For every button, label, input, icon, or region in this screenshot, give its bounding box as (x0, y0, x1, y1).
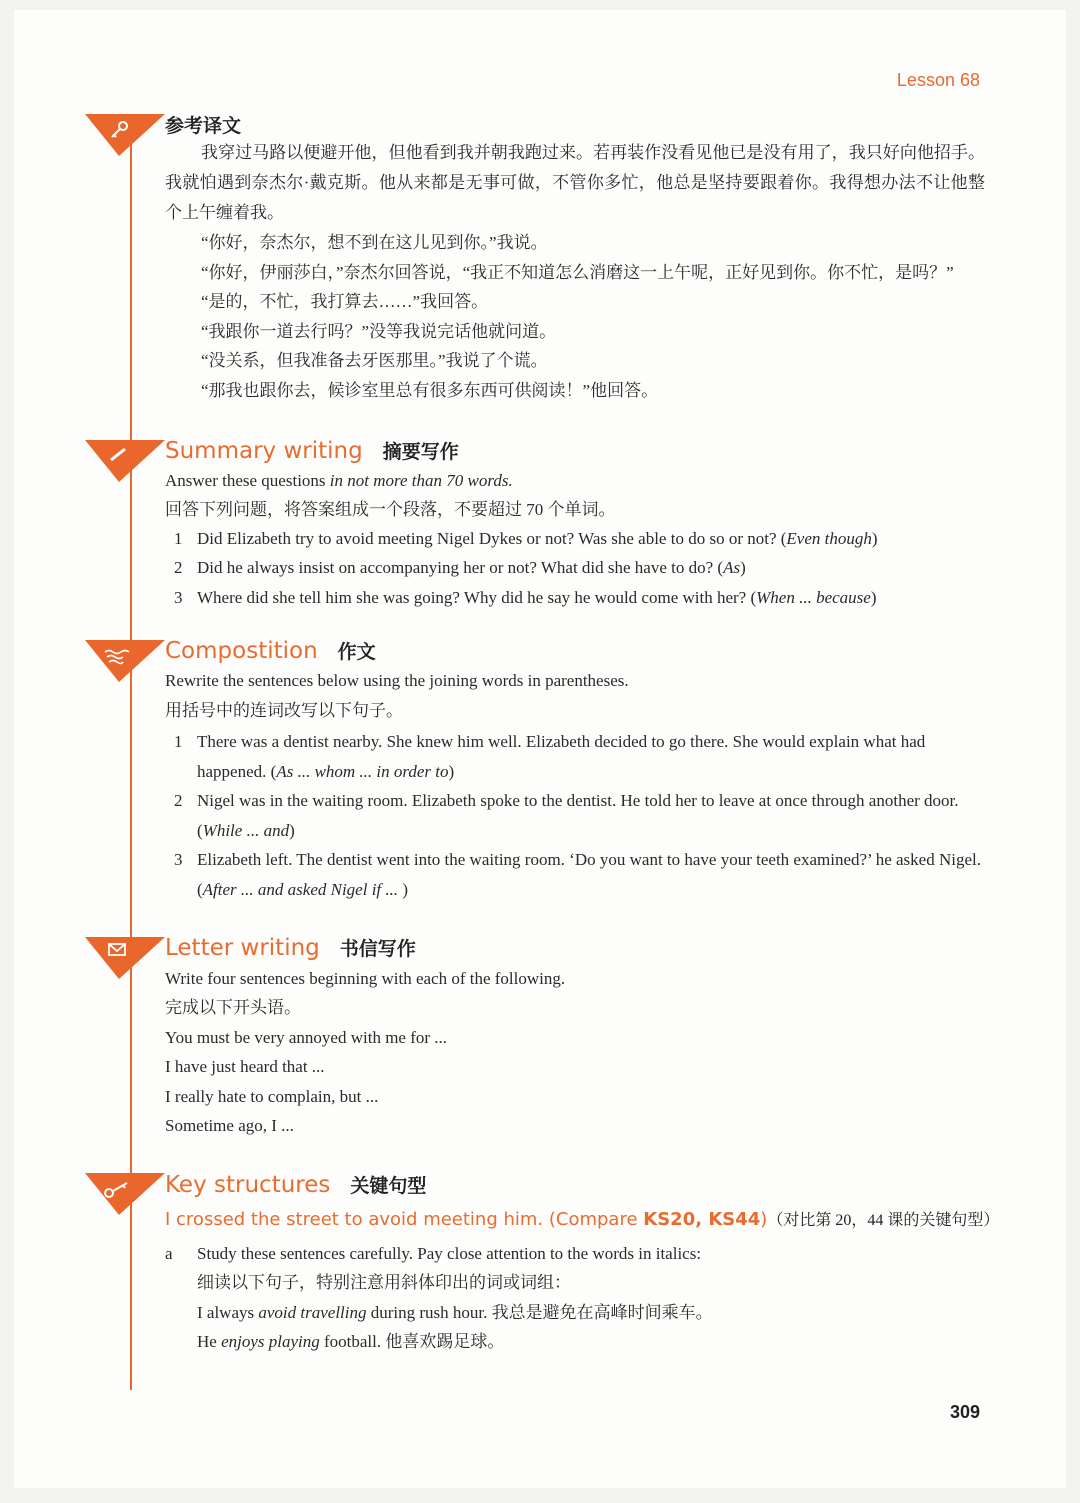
dialogue-line: “是的，不忙，我打算去……”我回答。 (201, 292, 489, 311)
exercise-number: 2 (174, 791, 183, 810)
lesson-label: Lesson 68 (896, 70, 980, 90)
letter-prompt: I have just heard that ... (165, 1057, 325, 1076)
key-structures-title: Key structures (165, 1172, 331, 1198)
dialogue-line: “你好，奈杰尔，想不到在这儿见到你。”我说。 (201, 233, 548, 252)
composition-title-zh: 作文 (337, 641, 376, 663)
summary-question: Did he always insist on accompanying her or not? What did she have to do? (As) (197, 558, 746, 577)
question-number: 2 (174, 558, 183, 577)
summary-instruction: Answer these questions in not more than 70 words. (165, 471, 513, 490)
composition-item: Elizabeth left. The dentist went into the waiting room. ‘Do you want to have your teeth examined?’ he asked Nigel. (After ... and asked Nigel if ... ) (197, 850, 981, 899)
exercise-number: 1 (174, 732, 183, 751)
composition-title: Compostition (165, 638, 318, 664)
letter-heading (165, 934, 416, 966)
key-example: I always avoid travelling during rush hour. 我总是避免在高峰时间乘车。 (197, 1303, 713, 1322)
summary-instruction-zh: 回答下列问题，将答案组成一个段落，不要超过 70 个单词。 (165, 500, 616, 519)
letter-prompt: You must be very annoyed with me for ... (165, 1028, 448, 1047)
letter-prompt: Sometime ago, I ... (165, 1116, 294, 1135)
exercise-number: 3 (174, 850, 183, 869)
key-instruction: Study these sentences carefully. Pay close attention to the words in italics: (197, 1244, 702, 1263)
letter-instruction: Write four sentences beginning with each of the following. (165, 969, 566, 988)
question-number: 3 (174, 588, 183, 607)
summary-title: Summary writing (165, 438, 363, 464)
dialogue-line: “没关系，但我准备去牙医那里。”我说了个谎。 (201, 351, 548, 370)
exercise-label: a (165, 1244, 173, 1263)
translation-flag (85, 112, 165, 172)
summary-question: Did Elizabeth try to avoid meeting Nigel Dykes or not? Was she able to do so or not? (Even though) (197, 529, 878, 548)
page-number: 309 (949, 1402, 980, 1422)
composition-instruction-zh: 用括号中的连词改写以下句子。 (165, 701, 403, 720)
letter-flag (85, 935, 165, 995)
dialogue-line: “我跟你一道去行吗？”没等我说完话他就问道。 (201, 322, 557, 341)
summary-heading (165, 437, 459, 469)
translation-paragraph: 我穿过马路以便避开他，但他看到我并朝我跑过来。若再装作没看见他已是没有用了，我只好向他招手。我就怕遇到奈杰尔·戴克斯。他从来都是无事可做，不管你多忙，他总是坚持要跟着你。我得想办法不让他整个上午缠着我。 (165, 143, 985, 222)
summary-flag (85, 438, 165, 498)
key-example: He enjoys playing football. 他喜欢踢足球。 (197, 1332, 505, 1351)
key-structures-title-zh: 关键句型 (350, 1175, 427, 1197)
key-structure-sentence: I crossed the street to avoid meeting him. (Compare KS20, KS44)（对比第 20，44 课的关键句型） (165, 1209, 1000, 1230)
composition-heading (165, 637, 376, 669)
composition-flag (85, 638, 165, 698)
key-instruction-zh: 细读以下句子，特别注意用斜体印出的词或词组： (197, 1273, 571, 1292)
letter-title-zh: 书信写作 (339, 938, 416, 960)
letter-instruction-zh: 完成以下开头语。 (165, 998, 301, 1017)
dialogue-line: “你好，伊丽莎白，”奈杰尔回答说，“我正不知道怎么消磨这一上午呢，正好见到你。你不忙，是吗？” (201, 263, 954, 282)
summary-title-zh: 摘要写作 (382, 441, 459, 463)
question-number: 1 (174, 529, 183, 548)
key-structures-flag (85, 1171, 165, 1231)
key-structures-heading (165, 1171, 426, 1203)
composition-item: Nigel was in the waiting room. Elizabeth spoke to the dentist. He told her to leave at once through another door. (While ... and) (197, 791, 959, 840)
summary-question: Where did she tell him she was going? Why did he say he would come with her? (When ... because) (197, 588, 877, 607)
letter-title: Letter writing (165, 935, 320, 961)
composition-item: There was a dentist nearby. She knew him well. Elizabeth decided to go there. She would explain what had happened. (As ... whom ... in order to) (197, 732, 926, 781)
dialogue-line: “那我也跟你去，候诊室里总有很多东西可供阅读！”他回答。 (201, 381, 659, 400)
translation-title: 参考译文 (165, 115, 242, 137)
letter-prompt: I really hate to complain, but ... (165, 1087, 379, 1106)
composition-instruction: Rewrite the sentences below using the joining words in parentheses. (165, 671, 629, 690)
